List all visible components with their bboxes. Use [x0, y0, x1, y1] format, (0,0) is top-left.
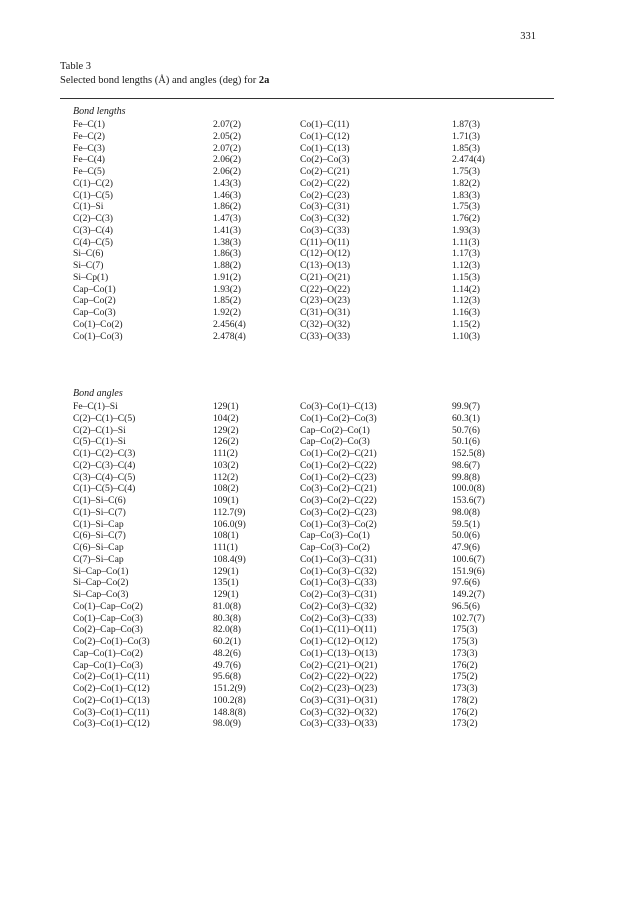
bond-value: 148.8(8) [213, 706, 246, 718]
table-row [73, 425, 543, 437]
bond-value: 129(2) [213, 424, 239, 436]
bond-label: Co(3)–C(32) [300, 213, 350, 224]
bond-label: Cap–Co(2)–Co(3) [300, 436, 370, 448]
bond-value: 103(2) [213, 459, 239, 471]
table-row [73, 542, 543, 554]
table-row [73, 624, 543, 636]
table-row [73, 671, 543, 683]
bond-value: 126(2) [213, 436, 239, 448]
table-row [73, 472, 543, 484]
bond-value: 104(2) [213, 412, 239, 424]
table-row [73, 648, 543, 660]
bond-label: Fe–C(1) [73, 119, 105, 130]
bond-value: 1.46(3) [213, 189, 241, 201]
table-row [73, 319, 543, 331]
table-row [73, 613, 543, 625]
bond-value: 1.47(3) [213, 213, 241, 224]
bond-value: 1.85(2) [213, 295, 241, 307]
bond-label: Co(1)–Co(2)–C(22) [300, 459, 377, 471]
bond-label: Co(2)–C(21)–O(21) [300, 659, 378, 671]
bond-label: C(1)–C(5) [73, 189, 113, 201]
bond-label: Co(1)–C(12) [300, 130, 350, 142]
bond-value: 129(1) [213, 589, 239, 600]
table-row [73, 213, 543, 225]
bond-label: Co(1)–Co(3)–Co(2) [300, 518, 377, 530]
bond-value: 1.76(2) [452, 213, 480, 224]
table-row [73, 683, 543, 695]
table-row [73, 248, 543, 260]
bond-label: Co(2)–Co(3)–C(32) [300, 600, 377, 612]
bond-value: 96.5(6) [452, 600, 480, 612]
bond-label: C(4)–C(5) [73, 236, 113, 248]
bond-label: Co(3)–Co(1)–C(11) [73, 706, 150, 718]
bond-label: Fe–C(3) [73, 142, 105, 154]
bond-label: Cap–Co(3) [73, 307, 116, 318]
bond-label: Cap–Co(2) [73, 295, 116, 307]
bond-value: 48.2(6) [213, 647, 241, 659]
page-number: 331 [520, 31, 536, 42]
bond-label: C(2)–C(1)–Si [73, 424, 126, 436]
bond-value: 173(3) [452, 683, 478, 694]
bond-value: 1.10(3) [452, 330, 480, 342]
bond-value: 80.3(8) [213, 612, 241, 624]
bond-value: 59.5(1) [452, 518, 480, 530]
bond-value: 2.06(2) [213, 166, 241, 177]
bond-label: Co(2)–Co(3)–C(31) [300, 589, 377, 600]
bond-label: C(33)–O(33) [300, 330, 351, 342]
bond-label: Co(1)–Co(3)–C(31) [300, 553, 377, 565]
bond-label: Co(1)–Cap–Co(2) [73, 600, 143, 612]
bond-value: 1.83(3) [452, 189, 480, 201]
bond-label: Co(3)–Co(2)–C(22) [300, 495, 377, 506]
bond-angles-table [73, 401, 543, 730]
bond-value: 81.0(8) [213, 600, 241, 612]
table-row [73, 495, 543, 507]
bond-label: Si–Cap–Co(1) [73, 565, 129, 577]
bond-label: Co(2)–C(21) [300, 166, 350, 177]
bond-value: 108.4(9) [213, 553, 246, 565]
table-row [73, 307, 543, 319]
table-row [73, 284, 543, 296]
bond-value: 1.92(2) [213, 307, 241, 318]
bond-value: 1.93(2) [213, 283, 241, 295]
bond-label: Co(3)–C(33) [300, 224, 350, 236]
table-row [73, 154, 543, 166]
bond-value: 50.7(6) [452, 424, 480, 436]
bond-label: Co(2)–C(23) [300, 189, 350, 201]
bond-lengths-heading: Bond lengths [73, 106, 126, 117]
bond-value: 82.0(8) [213, 624, 241, 636]
bond-label: C(3)–C(4)–C(5) [73, 471, 136, 483]
bond-value: 149.2(7) [452, 589, 485, 600]
bond-label: Co(2)–C(23)–O(23) [300, 683, 378, 694]
bond-value: 175(3) [452, 636, 478, 647]
bond-value: 2.06(2) [213, 154, 241, 166]
bond-label: Co(3)–C(32)–O(32) [300, 706, 378, 718]
bond-value: 173(2) [452, 718, 478, 730]
bond-value: 1.11(3) [452, 236, 480, 248]
bond-value: 97.6(6) [452, 577, 480, 589]
bond-value: 1.86(3) [213, 248, 241, 260]
bond-label: Co(2)–C(22)–O(22) [300, 671, 378, 683]
bond-label: Fe–C(4) [73, 154, 105, 166]
table-subtitle-text: Selected bond lengths (Å) and angles (deg) for [60, 75, 259, 86]
table-row [73, 260, 543, 272]
table-row [73, 225, 543, 237]
bond-value: 1.88(2) [213, 260, 241, 271]
bond-value: 2.456(4) [213, 318, 246, 330]
bond-value: 175(2) [452, 671, 478, 683]
table-row [73, 143, 543, 155]
bond-label: C(1)–Si–C(7) [73, 506, 126, 518]
bond-label: Co(1)–C(11) [300, 119, 350, 130]
bond-label: Co(3)–C(31) [300, 201, 350, 213]
bond-label: Fe–C(2) [73, 130, 105, 142]
bond-label: C(1)–Si–C(6) [73, 495, 126, 506]
table-row [73, 413, 543, 425]
bond-value: 49.7(6) [213, 659, 241, 671]
bond-value: 1.85(3) [452, 142, 480, 154]
bond-label: C(1)–Si [73, 201, 104, 213]
bond-label: Cap–Co(2)–Co(1) [300, 424, 370, 436]
bond-value: 60.3(1) [452, 412, 480, 424]
table-row [73, 119, 543, 131]
bond-label: Co(1)–Co(2) [73, 318, 123, 330]
bond-value: 1.41(3) [213, 224, 241, 236]
table-row [73, 530, 543, 542]
bond-label: Co(1)–Co(2)–C(23) [300, 471, 377, 483]
bond-label: C(12)–O(12) [300, 248, 351, 260]
bond-value: 151.9(6) [452, 565, 485, 577]
bond-value: 129(1) [213, 565, 239, 577]
bond-label: C(31)–O(31) [300, 307, 351, 318]
bond-value: 1.87(3) [452, 119, 480, 130]
bond-value: 2.478(4) [213, 330, 246, 342]
bond-label: C(7)–Si–Cap [73, 553, 124, 565]
table-row [73, 718, 543, 730]
bond-value: 50.0(6) [452, 530, 480, 542]
bond-label: Co(1)–C(12)–O(12) [300, 636, 378, 647]
table-row [73, 201, 543, 213]
bond-label: Co(2)–Co(1)–Co(3) [73, 636, 150, 647]
table-row [73, 636, 543, 648]
table-row [73, 401, 543, 413]
table-row [73, 272, 543, 284]
table-row [73, 507, 543, 519]
bond-value: 1.12(3) [452, 295, 480, 307]
bond-label: C(13)–O(13) [300, 260, 351, 271]
bond-value: 1.75(3) [452, 201, 480, 213]
bond-label: Cap–Co(3)–Co(2) [300, 542, 370, 553]
bond-label: Co(1)–Co(2)–Co(3) [300, 412, 377, 424]
bond-label: C(2)–C(3)–C(4) [73, 459, 136, 471]
bond-label: C(1)–C(2) [73, 177, 113, 189]
bond-value: 176(2) [452, 659, 478, 671]
bond-value: 1.91(2) [213, 271, 241, 283]
bond-label: Cap–Co(1) [73, 283, 116, 295]
bond-label: Co(2)–C(22) [300, 177, 350, 189]
table-row [73, 554, 543, 566]
bond-label: Co(1)–Co(3)–C(33) [300, 577, 377, 589]
bond-label: Co(1)–C(13) [300, 142, 350, 154]
bond-value: 1.93(3) [452, 224, 480, 236]
table-row [73, 295, 543, 307]
bond-label: Cap–Co(1)–Co(2) [73, 647, 143, 659]
bond-value: 111(2) [213, 448, 238, 459]
bond-label: C(1)–C(5)–C(4) [73, 483, 136, 495]
bond-label: C(1)–C(2)–C(3) [73, 448, 136, 459]
bond-label: Si–C(6) [73, 248, 104, 260]
table-row [73, 460, 543, 472]
bond-value: 2.05(2) [213, 130, 241, 142]
bond-value: 1.12(3) [452, 260, 480, 271]
top-rule [60, 98, 554, 99]
table-caption [60, 60, 269, 88]
bond-label: C(5)–C(1)–Si [73, 436, 126, 448]
table-row [73, 166, 543, 178]
bond-label: Co(1)–C(11)–O(11) [300, 624, 377, 636]
bond-label: C(6)–Si–Cap [73, 542, 124, 553]
bond-value: 129(1) [213, 401, 239, 412]
bond-label: C(2)–C(3) [73, 213, 113, 224]
bond-label: Co(3)–Co(1)–C(12) [73, 718, 150, 730]
bond-value: 100.0(8) [452, 483, 485, 495]
bond-label: Si–C(7) [73, 260, 104, 271]
bond-label: C(32)–O(32) [300, 318, 351, 330]
bond-label: Co(2)–Co(1)–C(12) [73, 683, 150, 694]
bond-value: 1.43(3) [213, 177, 241, 189]
bond-value: 1.15(3) [452, 271, 480, 283]
table-subtitle [60, 74, 269, 88]
bond-value: 175(3) [452, 624, 478, 636]
bond-label: Fe–C(5) [73, 166, 105, 177]
bond-value: 178(2) [452, 694, 478, 706]
bond-value: 100.2(8) [213, 694, 246, 706]
bond-value: 108(2) [213, 483, 239, 495]
bond-label: C(2)–C(1)–C(5) [73, 412, 136, 424]
bond-label: C(3)–C(4) [73, 224, 113, 236]
bond-label: Co(3)–Co(2)–C(21) [300, 483, 377, 495]
bond-value: 151.2(9) [213, 683, 246, 694]
bond-value: 1.17(3) [452, 248, 480, 260]
bond-label: Co(2)–Co(1)–C(11) [73, 671, 150, 683]
bond-value: 1.16(3) [452, 307, 480, 318]
bond-label: C(21)–O(21) [300, 271, 351, 283]
bond-label: Co(2)–Co(1)–C(13) [73, 694, 150, 706]
bond-value: 95.6(8) [213, 671, 241, 683]
bond-value: 173(3) [452, 647, 478, 659]
table-row [73, 178, 543, 190]
bond-value: 112.7(9) [213, 506, 246, 518]
bond-value: 100.6(7) [452, 553, 485, 565]
table-title: Table 3 [60, 61, 92, 72]
bond-label: C(6)–Si–C(7) [73, 530, 126, 542]
bond-label: Co(3)–Co(1)–C(13) [300, 401, 377, 412]
bond-value: 176(2) [452, 706, 478, 718]
bond-label: C(1)–Si–Cap [73, 518, 124, 530]
bond-label: Si–Cap–Co(3) [73, 589, 129, 600]
bond-value: 1.86(2) [213, 201, 241, 213]
table-row [73, 190, 543, 202]
table-row [73, 483, 543, 495]
table-row [73, 695, 543, 707]
bond-value: 112(2) [213, 471, 239, 483]
bond-label: Cap–Co(3)–Co(1) [300, 530, 370, 542]
bond-value: 47.9(6) [452, 542, 480, 553]
table-row [73, 331, 543, 343]
table-row [73, 707, 543, 719]
bond-label: Co(1)–Co(2)–C(21) [300, 448, 377, 459]
bond-label: Co(1)–C(13)–O(13) [300, 647, 378, 659]
bond-value: 1.38(3) [213, 236, 241, 248]
table-row [73, 519, 543, 531]
bond-value: 2.474(4) [452, 154, 485, 166]
bond-value: 106.0(9) [213, 518, 246, 530]
bond-label: Fe–C(1)–Si [73, 401, 118, 412]
bond-label: Co(3)–Co(2)–C(23) [300, 506, 377, 518]
bond-label: C(11)–O(11) [300, 236, 350, 248]
compound-label: 2a [258, 75, 270, 86]
bond-value: 1.75(3) [452, 166, 480, 177]
bond-label: Co(1)–Co(3) [73, 330, 123, 342]
bond-value: 2.07(2) [213, 119, 241, 130]
table-row [73, 448, 543, 460]
table-row [73, 577, 543, 589]
bond-label: Co(1)–Cap–Co(3) [73, 612, 143, 624]
bond-label: Co(2)–Co(3) [300, 154, 350, 166]
bond-label: Co(3)–C(33)–O(33) [300, 718, 378, 730]
bond-value: 98.0(9) [213, 718, 241, 730]
bond-label: C(22)–O(22) [300, 283, 351, 295]
bond-value: 1.71(3) [452, 130, 480, 142]
bond-value: 98.0(8) [452, 506, 480, 518]
bond-label: Co(2)–Co(3)–C(33) [300, 612, 377, 624]
bond-value: 98.6(7) [452, 459, 480, 471]
bond-label: Si–Cap–Co(2) [73, 577, 129, 589]
bond-label: Co(1)–Co(3)–C(32) [300, 565, 377, 577]
table-row [73, 589, 543, 601]
bond-value: 99.9(7) [452, 401, 480, 412]
bond-label: Cap–Co(1)–Co(3) [73, 659, 143, 671]
table-row [73, 131, 543, 143]
bond-value: 152.5(8) [452, 448, 485, 459]
bond-value: 99.8(8) [452, 471, 480, 483]
bond-value: 2.07(2) [213, 142, 241, 154]
table-row [73, 566, 543, 578]
table-row [73, 237, 543, 249]
table-row [73, 660, 543, 672]
bond-value: 60.2(1) [213, 636, 241, 647]
bond-value: 109(1) [213, 495, 239, 506]
table-row [73, 436, 543, 448]
bond-label: Co(3)–C(31)–O(31) [300, 694, 378, 706]
bond-value: 1.82(2) [452, 177, 480, 189]
bond-angles-heading: Bond angles [73, 388, 123, 399]
bond-value: 108(1) [213, 530, 239, 542]
bond-value: 1.15(2) [452, 318, 480, 330]
table-row [73, 601, 543, 613]
bond-value: 135(1) [213, 577, 239, 589]
bond-value: 111(1) [213, 542, 238, 553]
bond-value: 50.1(6) [452, 436, 480, 448]
bond-label: C(23)–O(23) [300, 295, 351, 307]
bond-value: 1.14(2) [452, 283, 480, 295]
bond-value: 153.6(7) [452, 495, 485, 506]
bond-label: Co(2)–Cap–Co(3) [73, 624, 143, 636]
bond-lengths-table [73, 119, 543, 342]
bond-value: 102.7(7) [452, 612, 485, 624]
bond-label: Si–Cp(1) [73, 271, 109, 283]
